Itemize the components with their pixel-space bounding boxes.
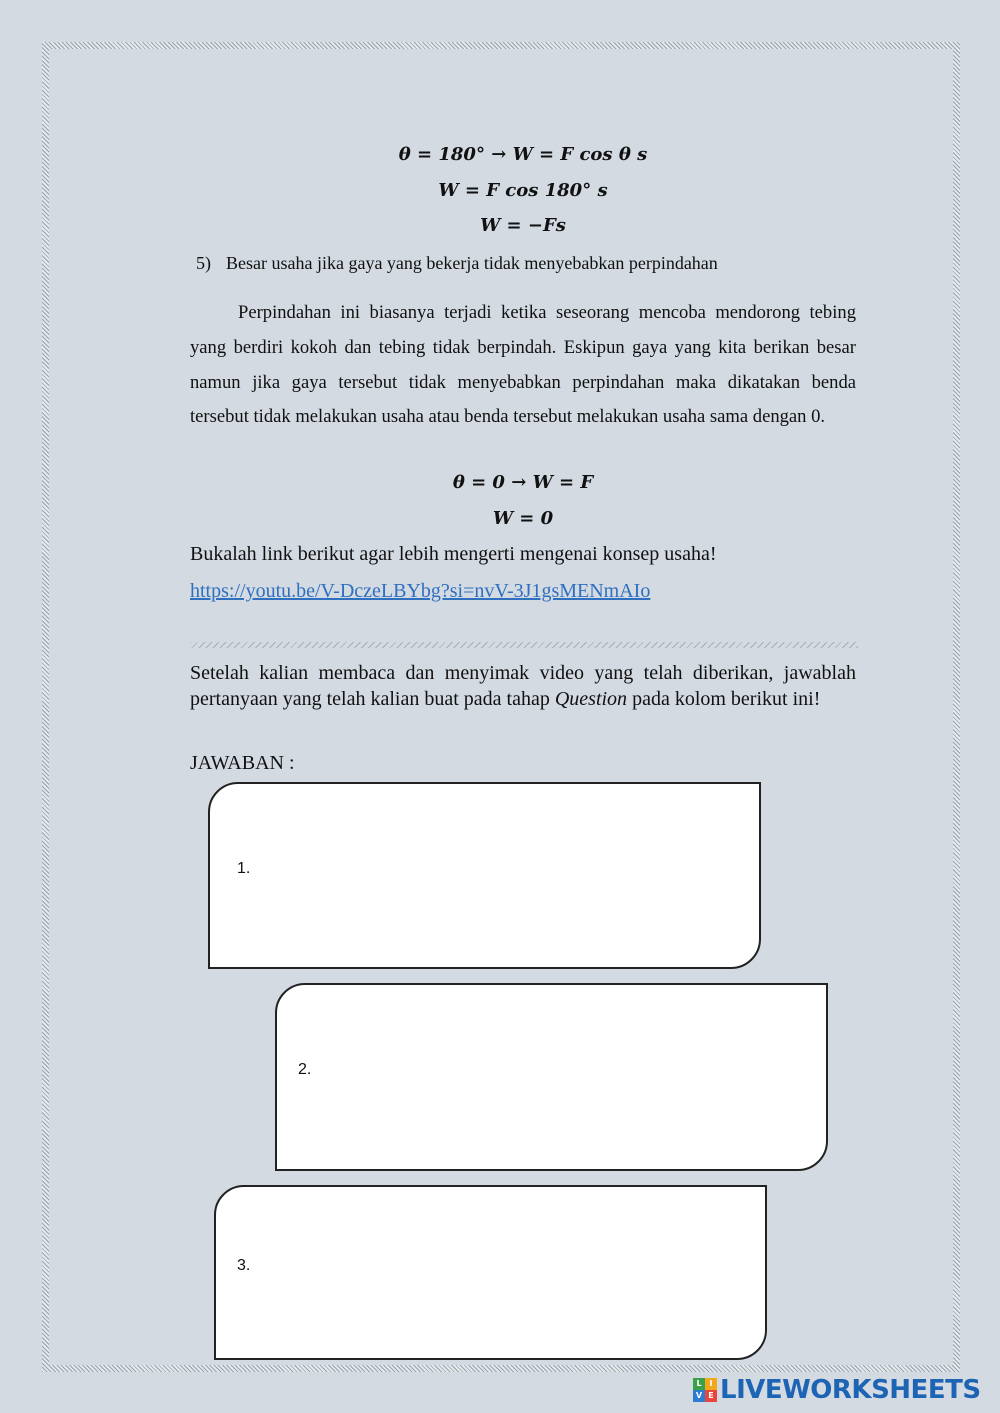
explanation-paragraph: Perpindahan ini biasanya terjadi ketika seseorang mencoba mendorong tebing yang berdiri kokoh dan tebing tidak berpindah. Eskipun gaya yang kita berikan besar namun jika gaya tersebut tidak menyebabkan perpindahan maka dikatakan benda tersebut tidak melakukan usaha atau benda tersebut melakukan usaha sama dengan 0. [190,302,856,428]
liveworksheets-brand[interactable] [693,1374,981,1406]
list-item-number: 5) [196,253,211,273]
logo-cell: L [693,1378,705,1390]
instruction-text-before: Setelah kalian membaca dan menyimak video yang telah diberikan, jawablah pertanyaan yang telah kalian buat pada tahap [190,662,856,710]
liveworksheets-logo-icon [693,1378,717,1402]
equation-theta-0: θ = 0 → W = F [452,472,594,493]
answer-number: 2. [298,1061,312,1078]
logo-cell: V [693,1390,705,1402]
equation-cos-180: W = F cos 180° s [438,180,608,201]
instruction-emphasis: Question [554,687,628,710]
answer-number: 1. [237,860,251,877]
answer-box-3[interactable] [214,1185,767,1360]
instruction-text [190,661,856,712]
logo-cell: I [705,1378,717,1390]
list-item-text: Besar usaha jika gaya yang bekerja tidak menyebabkan perpindahan [226,253,718,273]
logo-cell: E [705,1390,717,1402]
answer-box-2[interactable] [275,983,828,1171]
section-divider [190,642,858,648]
instruction-text-after: pada kolom berikut ini! [627,687,821,710]
answer-box-1[interactable] [208,782,761,969]
video-link[interactable]: https://youtu.be/V-DczeLBYbg?si=nvV-3J1gsMENmAIo [190,580,651,602]
equation-w-negative-fs: W = −Fs [480,215,566,236]
answer-label: JAWABAN : [190,752,295,774]
answer-number: 3. [237,1257,251,1274]
equation-theta-180: θ = 180° → W = F cos θ s [398,144,648,165]
link-prompt: Bukalah link berikut agar lebih mengerti mengenai konsep usaha! [190,543,717,565]
brand-name: LIVEWORKSHEETS [720,1375,981,1405]
list-item-5 [196,251,718,275]
equation-w-zero: W = 0 [492,508,554,529]
